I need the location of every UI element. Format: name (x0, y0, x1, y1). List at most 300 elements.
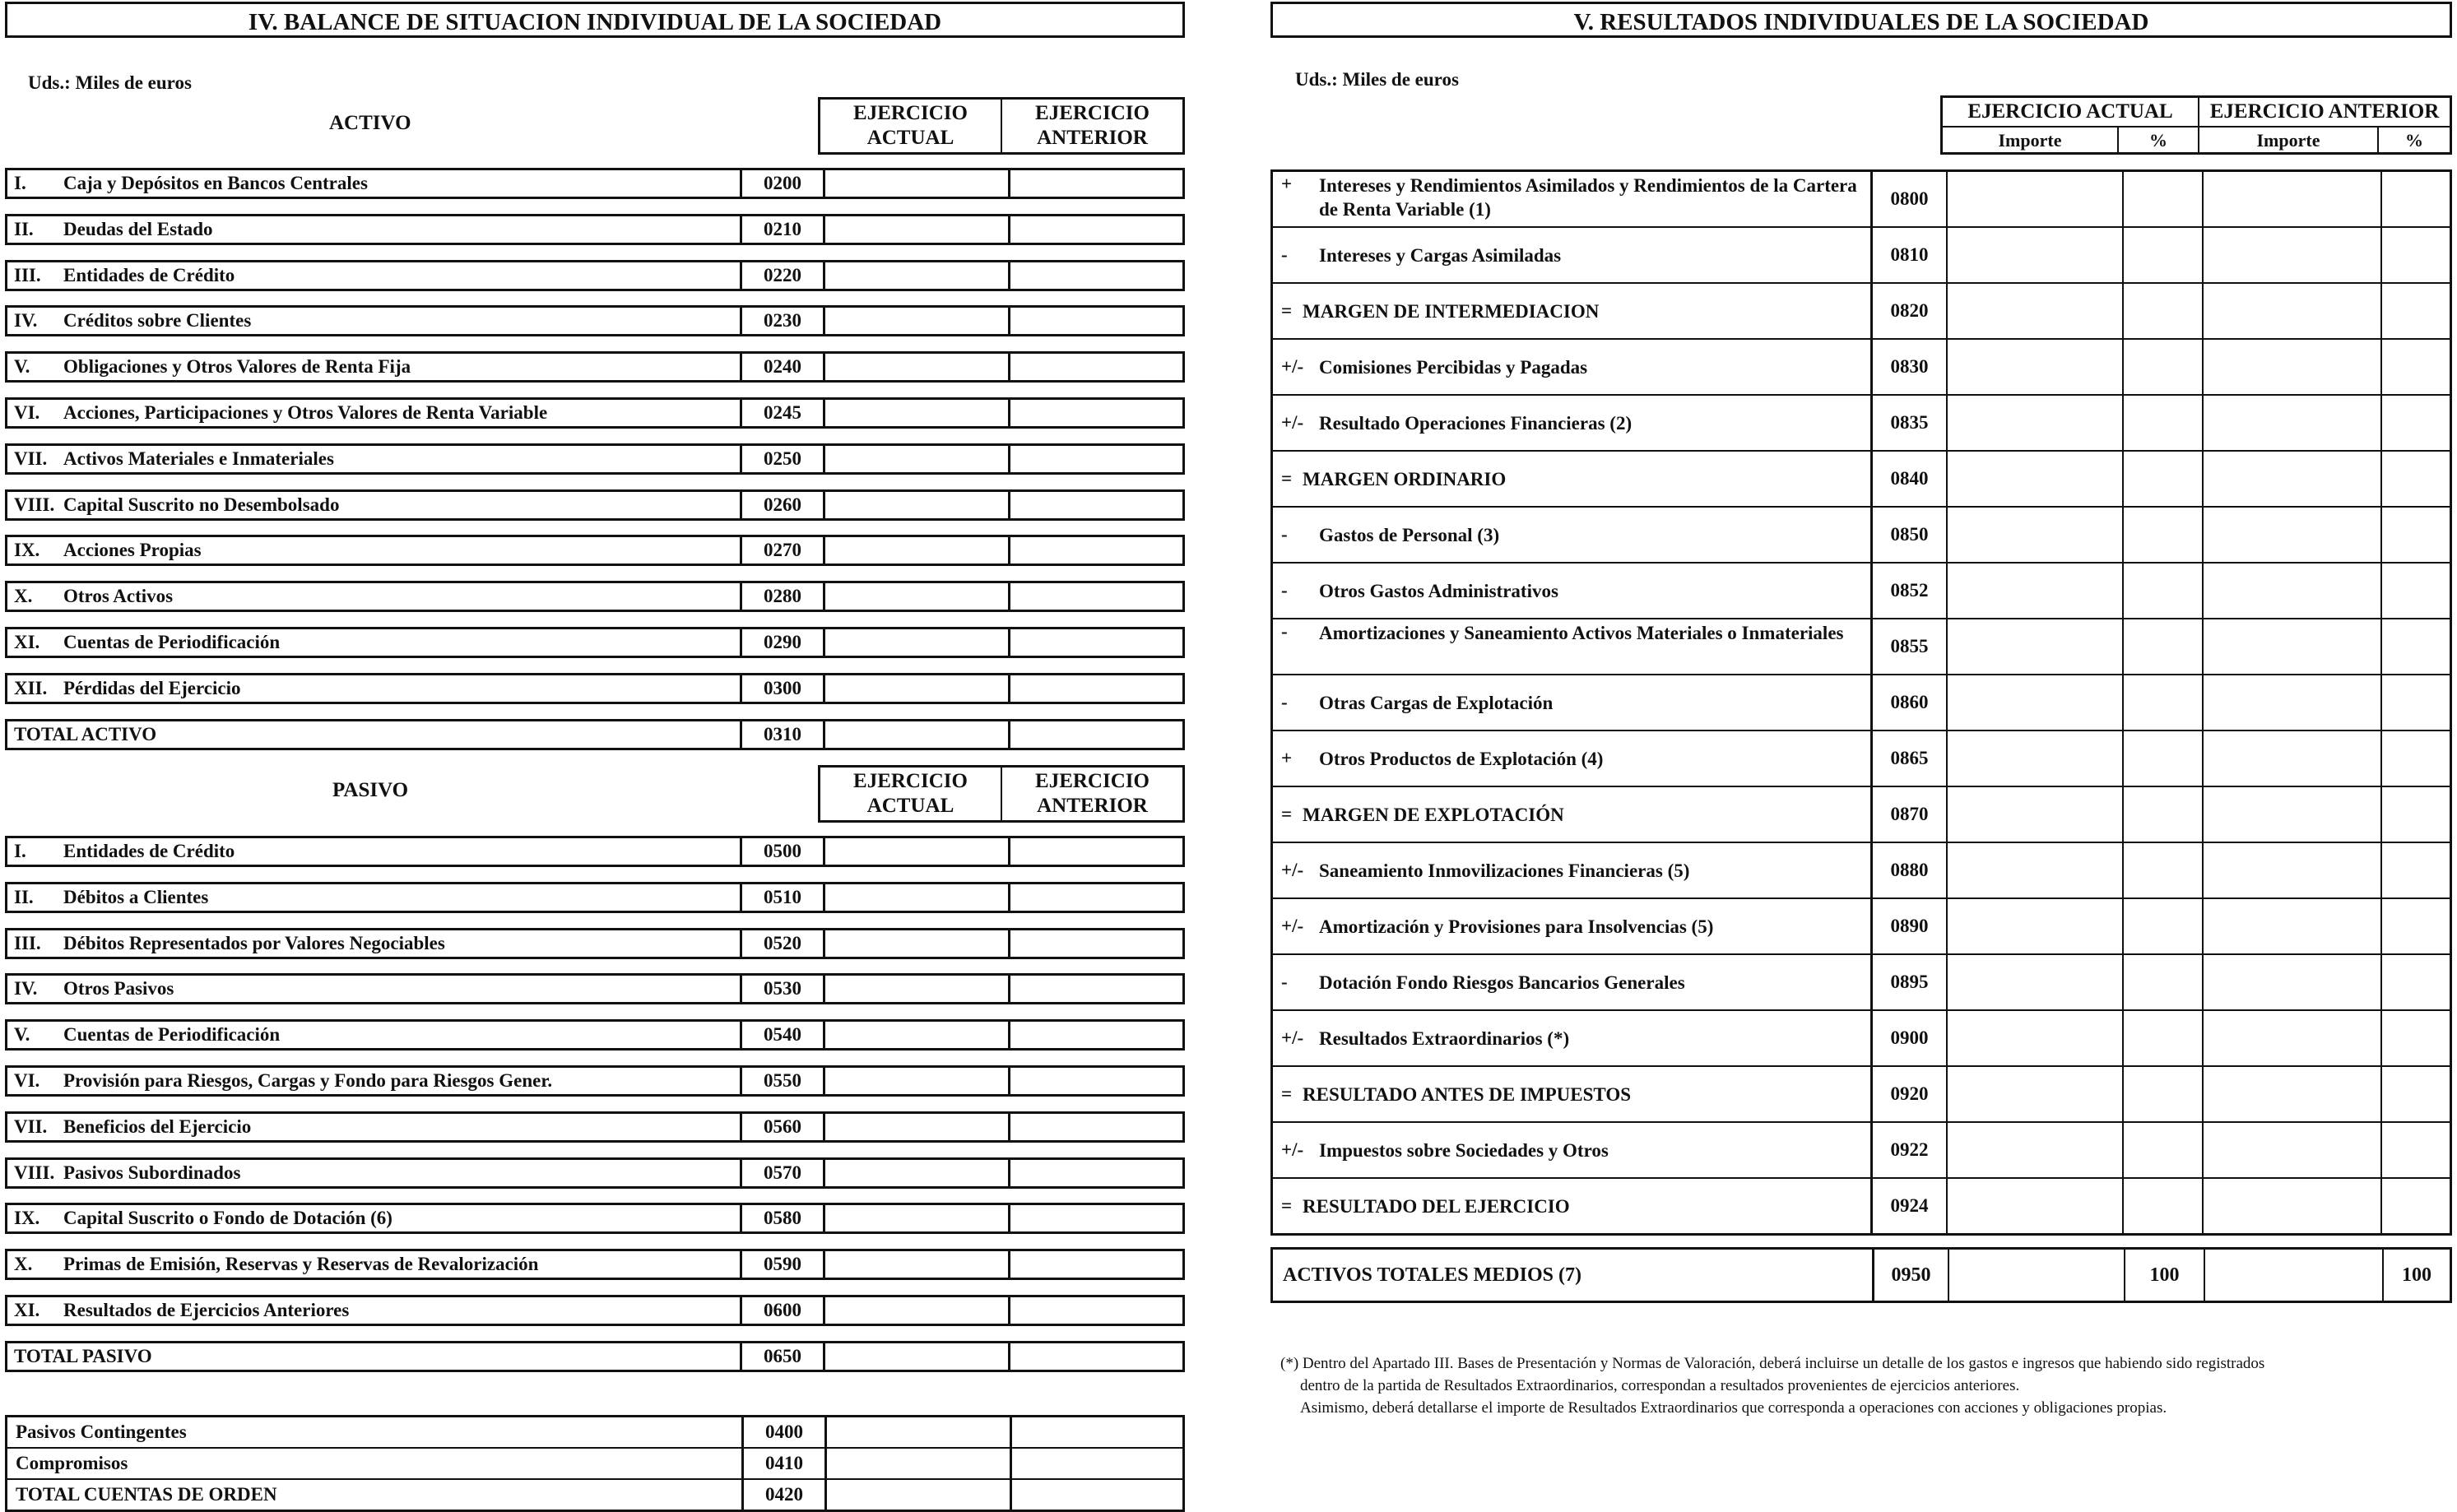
pct-anterior-cell[interactable] (2380, 843, 2450, 897)
balance-row (5, 305, 1185, 336)
ejercicio-anterior-cell[interactable] (1008, 1251, 1182, 1278)
pct-anterior-cell[interactable] (2380, 675, 2450, 730)
row-code: 0865 (1870, 731, 1946, 786)
ejercicio-actual-cell[interactable] (823, 1297, 1008, 1324)
pct-anterior-cell: 100 (2382, 1250, 2450, 1301)
pct-anterior-cell[interactable] (2380, 619, 2450, 674)
balance-row (5, 489, 1185, 521)
ejercicio-actual-cell[interactable] (823, 354, 1008, 380)
row-label: Amortización y Provisiones para Insolvencias (5) (1319, 916, 1714, 937)
ejercicio-anterior-cell[interactable] (1008, 583, 1182, 610)
resultados-row (1273, 1177, 2450, 1233)
row-label: Primas de Emisión, Reservas y Reservas de Revalorización (63, 1254, 539, 1275)
row-code: 0510 (740, 884, 823, 911)
row-number: II. (14, 886, 34, 907)
ejercicio-anterior-cell[interactable] (1008, 1114, 1182, 1140)
importe-anterior-cell[interactable] (2202, 228, 2380, 282)
pct-actual-cell[interactable] (2122, 1011, 2202, 1065)
importe-actual-cell[interactable] (1946, 787, 2122, 842)
col-anterior: EJERCICIO ANTERIOR (1001, 100, 1182, 152)
row-label: Impuestos sobre Sociedades y Otros (1319, 1139, 1609, 1161)
row-label: TOTAL PASIVO (14, 1346, 152, 1366)
ejercicio-anterior-cell[interactable] (1008, 1160, 1182, 1186)
row-code: 0900 (1870, 1011, 1946, 1065)
row-number: VI. (14, 1070, 40, 1091)
col-anterior: EJERCICIO ANTERIOR (1001, 768, 1182, 820)
row-number: XI. (14, 1300, 40, 1320)
ejercicio-actual-cell[interactable] (823, 537, 1008, 564)
row-label: Débitos a Clientes (63, 886, 209, 907)
ejercicio-actual-cell[interactable] (823, 1068, 1008, 1094)
pct-actual-cell[interactable] (2122, 1179, 2202, 1233)
ejercicio-anterior-cell[interactable] (1008, 838, 1182, 865)
ejercicio-anterior-cell[interactable] (1008, 216, 1182, 243)
row-number: II. (14, 218, 34, 239)
resultados-row (1273, 282, 2450, 338)
importe-actual-cell[interactable] (1946, 172, 2122, 226)
activo-column-header (818, 97, 1185, 155)
importe-anterior-cell[interactable] (2202, 396, 2380, 450)
row-label: MARGEN ORDINARIO (1303, 468, 1507, 489)
row-label: Comisiones Percibidas y Pagadas (1319, 356, 1588, 378)
ejercicio-anterior-cell[interactable] (1008, 629, 1182, 656)
importe-actual-cell[interactable] (1948, 1250, 2124, 1301)
ejercicio-anterior-cell[interactable] (1008, 1068, 1182, 1094)
pct-anterior-cell[interactable] (2380, 899, 2450, 953)
importe-actual-cell[interactable] (1946, 731, 2122, 786)
ejercicio-actual-cell[interactable] (823, 308, 1008, 334)
ejercicio-actual-cell[interactable] (823, 216, 1008, 243)
ejercicio-anterior-cell[interactable] (1008, 354, 1182, 380)
ejercicio-anterior-cell[interactable] (1008, 537, 1182, 564)
pct-anterior-cell[interactable] (2380, 731, 2450, 786)
ejercicio-anterior-cell[interactable] (1008, 1022, 1182, 1048)
importe-anterior-cell[interactable] (2202, 284, 2380, 338)
row-code: 0920 (1870, 1067, 1946, 1121)
footnote-line-1: (*) Dentro del Apartado III. Bases de Presentación y Normas de Valoración, deberá incluirse un detalle de los gastos e ingresos que habiendo sido registrados (1280, 1355, 2265, 1372)
importe-anterior-cell[interactable] (2202, 452, 2380, 506)
row-number: VII. (14, 448, 48, 469)
importe-actual-cell[interactable] (1946, 284, 2122, 338)
ejercicio-actual-cell[interactable] (824, 1417, 1010, 1447)
importe-actual-cell[interactable] (1946, 1067, 2122, 1121)
row-label: Acciones, Participaciones y Otros Valores de Renta Variable (63, 402, 548, 423)
row-code: 0924 (1870, 1179, 1946, 1233)
pct-actual-cell[interactable] (2122, 452, 2202, 506)
balance-units: Uds.: Miles de euros (28, 72, 192, 93)
row-code: 0870 (1870, 787, 1946, 842)
row-label: TOTAL ACTIVO (14, 724, 157, 744)
importe-actual-cell[interactable] (1946, 619, 2122, 674)
pct-anterior-cell[interactable] (2380, 228, 2450, 282)
ejercicio-actual-cell[interactable] (823, 1114, 1008, 1140)
ejercicio-actual-cell[interactable] (823, 930, 1008, 957)
balance-row (5, 1157, 1185, 1189)
pct-actual-cell[interactable] (2122, 228, 2202, 282)
row-number: XI. (14, 632, 40, 652)
resultados-row (1273, 226, 2450, 282)
pct-anterior-cell[interactable] (2380, 1123, 2450, 1177)
importe-actual-cell[interactable] (1946, 564, 2122, 618)
balance-row (5, 1203, 1185, 1234)
pct-anterior-cell[interactable] (2380, 172, 2450, 226)
resultados-row (1273, 394, 2450, 450)
balance-title: IV. BALANCE DE SITUACION INDIVIDUAL DE LA SOCIEDAD (5, 2, 1185, 38)
balance-row (5, 214, 1185, 245)
pct-actual-cell[interactable] (2122, 843, 2202, 897)
ejercicio-anterior-cell[interactable] (1008, 884, 1182, 911)
row-sign: = (1281, 804, 1293, 824)
row-code: 0830 (1870, 340, 1946, 394)
ejercicio-actual-cell[interactable] (823, 1022, 1008, 1048)
pct-actual-cell[interactable] (2122, 564, 2202, 618)
row-label: Intereses y Rendimientos Asimilados y Rendimientos de la Cartera de Renta Variable (1) (1319, 175, 1857, 220)
row-code: 0600 (740, 1297, 823, 1324)
importe-actual-cell[interactable] (1946, 340, 2122, 394)
row-number: VII. (14, 1115, 48, 1137)
pct-actual-cell[interactable] (2122, 787, 2202, 842)
importe-actual-cell[interactable] (1946, 1179, 2122, 1233)
pct-actual-cell[interactable] (2122, 899, 2202, 953)
pct-anterior-cell[interactable] (2380, 284, 2450, 338)
ejercicio-actual-cell[interactable] (823, 446, 1008, 472)
ejercicio-anterior-cell[interactable] (1008, 1343, 1182, 1370)
row-code: 0530 (740, 976, 823, 1002)
ejercicio-actual-cell[interactable] (823, 976, 1008, 1002)
pct-anterior-cell[interactable] (2380, 396, 2450, 450)
row-code: 0810 (1870, 228, 1946, 282)
ejercicio-actual-cell[interactable] (823, 884, 1008, 911)
ejercicio-actual-cell[interactable] (823, 1343, 1008, 1370)
balance-row (5, 627, 1185, 658)
importe-anterior-cell[interactable] (2202, 564, 2380, 618)
pct-actual-cell[interactable] (2122, 508, 2202, 562)
balance-row (5, 168, 1185, 199)
pct-anterior-cell[interactable] (2380, 340, 2450, 394)
resultados-table (1270, 169, 2452, 1236)
pct-actual-cell[interactable] (2122, 396, 2202, 450)
ejercicio-anterior-cell[interactable] (1008, 721, 1182, 748)
row-number: IV. (14, 310, 38, 332)
balance-row (5, 1111, 1185, 1143)
row-number: IX. (14, 540, 40, 561)
balance-row (5, 260, 1185, 291)
row-label: ACTIVOS TOTALES MEDIOS (7) (1283, 1264, 1581, 1286)
row-number: XII. (14, 677, 48, 698)
row-code: 0950 (1872, 1250, 1948, 1301)
row-sign: - (1281, 580, 1288, 601)
row-number: IV. (14, 978, 38, 999)
ejercicio-anterior-cell[interactable] (1010, 1480, 1182, 1510)
row-code: 0220 (740, 262, 823, 289)
footnote-line-3: Asimismo, deberá detallarse el importe de Resultados Extraordinarios que corresponda a operaciones con acciones y obligaciones propias. (1300, 1399, 2167, 1417)
row-label: Capital Suscrito no Desembolsado (63, 494, 340, 515)
row-label: Dotación Fondo Riesgos Bancarios Generales (1319, 972, 1685, 993)
row-sign: + (1281, 748, 1293, 768)
importe-anterior-cell[interactable] (2202, 843, 2380, 897)
row-label: Saneamiento Inmovilizaciones Financieras (5) (1319, 860, 1690, 881)
pct-anterior-cell[interactable] (2380, 955, 2450, 1009)
importe-actual-cell[interactable] (1946, 228, 2122, 282)
importe-anterior-cell[interactable] (2202, 508, 2380, 562)
importe-actual-cell[interactable] (1946, 1011, 2122, 1065)
ejercicio-anterior-cell[interactable] (1008, 170, 1182, 197)
ejercicio-actual-cell[interactable] (823, 583, 1008, 610)
row-label: Activos Materiales e Inmateriales (63, 448, 334, 469)
ejercicio-anterior-cell[interactable] (1008, 1205, 1182, 1231)
row-number: III. (14, 932, 41, 953)
row-sign: + (1281, 174, 1293, 194)
balance-row (5, 351, 1185, 383)
sub-importe-actual: Importe (1998, 130, 2062, 151)
row-label: Entidades de Crédito (63, 841, 235, 861)
row-code: 0210 (740, 216, 823, 243)
pct-actual-cell[interactable] (2122, 675, 2202, 730)
ejercicio-actual-cell[interactable] (823, 675, 1008, 702)
ejercicio-anterior-cell[interactable] (1008, 262, 1182, 289)
row-sign: = (1281, 1083, 1293, 1104)
balance-row (5, 1249, 1185, 1280)
row-label: Resultado Operaciones Financieras (2) (1319, 412, 1633, 434)
row-sign: +/- (1281, 1027, 1304, 1048)
row-label: RESULTADO DEL EJERCICIO (1303, 1195, 1570, 1217)
importe-anterior-cell[interactable] (2202, 1179, 2380, 1233)
row-label: Capital Suscrito o Fondo de Dotación (6) (63, 1208, 392, 1229)
row-sign: +/- (1281, 1139, 1304, 1160)
ejercicio-actual-cell[interactable] (823, 838, 1008, 865)
row-label: Caja y Depósitos en Bancos Centrales (63, 173, 368, 193)
row-label: TOTAL CUENTAS DE ORDEN (16, 1484, 277, 1505)
importe-anterior-cell[interactable] (2204, 1250, 2382, 1301)
row-sign: - (1281, 524, 1288, 545)
col-anterior: EJERCICIO ANTERIOR (2198, 98, 2450, 126)
importe-anterior-cell[interactable] (2202, 1123, 2380, 1177)
activo-label: ACTIVO (329, 112, 411, 134)
resultados-row (1273, 674, 2450, 730)
row-sign: - (1281, 621, 1288, 642)
ejercicio-actual-cell[interactable] (824, 1449, 1010, 1478)
row-number: VIII. (14, 494, 55, 515)
pct-actual-cell[interactable] (2122, 172, 2202, 226)
row-label: Acciones Propias (63, 540, 202, 561)
importe-anterior-cell[interactable] (2202, 955, 2380, 1009)
sub-pct-anterior: % (2377, 128, 2450, 154)
importe-actual-cell[interactable] (1946, 899, 2122, 953)
ejercicio-actual-cell[interactable] (823, 492, 1008, 518)
row-label: Pasivos Subordinados (63, 1162, 241, 1183)
row-code: 0890 (1870, 899, 1946, 953)
row-code: 0590 (740, 1251, 823, 1278)
balance-row (5, 1295, 1185, 1326)
row-label: MARGEN DE EXPLOTACIÓN (1303, 804, 1564, 825)
row-sign: - (1281, 692, 1288, 712)
ejercicio-anterior-cell[interactable] (1008, 675, 1182, 702)
ejercicio-anterior-cell[interactable] (1008, 308, 1182, 334)
row-number: IX. (14, 1208, 40, 1229)
row-sign: - (1281, 972, 1288, 992)
pct-anterior-cell[interactable] (2380, 787, 2450, 842)
importe-actual-cell[interactable] (1946, 955, 2122, 1009)
row-label: Amortizaciones y Saneamiento Activos Materiales o Inmateriales (1319, 623, 1844, 643)
row-number: X. (14, 1254, 33, 1275)
pct-actual-cell[interactable] (2122, 731, 2202, 786)
ejercicio-actual-cell[interactable] (823, 1251, 1008, 1278)
importe-actual-cell[interactable] (1946, 675, 2122, 730)
importe-actual-cell[interactable] (1946, 508, 2122, 562)
ejercicio-anterior-cell[interactable] (1010, 1449, 1182, 1478)
importe-anterior-cell[interactable] (2202, 787, 2380, 842)
row-sign: +/- (1281, 356, 1304, 377)
row-sign: +/- (1281, 860, 1304, 880)
pct-actual-cell[interactable] (2122, 284, 2202, 338)
row-label: Obligaciones y Otros Valores de Renta Fija (63, 356, 411, 378)
importe-anterior-cell[interactable] (2202, 1011, 2380, 1065)
resultados-row (1273, 618, 2450, 674)
pasivo-label: PASIVO (332, 779, 409, 801)
total-row (5, 1341, 1185, 1372)
pct-actual-cell: 100 (2124, 1250, 2204, 1301)
row-sign: +/- (1281, 916, 1304, 936)
row-label: RESULTADO ANTES DE IMPUESTOS (1303, 1083, 1632, 1105)
row-label: Entidades de Crédito (63, 264, 235, 285)
row-label: Otros Activos (63, 586, 174, 607)
row-label: MARGEN DE INTERMEDIACION (1303, 300, 1600, 322)
importe-actual-cell[interactable] (1946, 396, 2122, 450)
resultados-column-header (1940, 95, 2452, 155)
row-code: 0245 (740, 400, 823, 426)
balance-row (5, 1019, 1185, 1051)
pct-actual-cell[interactable] (2122, 1123, 2202, 1177)
importe-anterior-cell[interactable] (2202, 1067, 2380, 1121)
ejercicio-actual-cell[interactable] (823, 1205, 1008, 1231)
importe-anterior-cell[interactable] (2202, 172, 2380, 226)
row-sign: = (1281, 300, 1293, 321)
row-code: 0280 (740, 583, 823, 610)
balance-row (5, 443, 1185, 475)
balance-row (5, 1065, 1185, 1097)
ejercicio-actual-cell[interactable] (823, 721, 1008, 748)
col-actual: EJERCICIO ACTUAL (1967, 100, 2173, 123)
row-code: 0550 (740, 1068, 823, 1094)
pct-anterior-cell[interactable] (2380, 508, 2450, 562)
pasivo-column-header (818, 765, 1185, 823)
row-label: Débitos Representados por Valores Negociables (63, 932, 445, 953)
ejercicio-actual-cell[interactable] (823, 262, 1008, 289)
balance-row (5, 581, 1185, 612)
ejercicio-anterior-cell[interactable] (1008, 492, 1182, 518)
resultados-row (1273, 1121, 2450, 1177)
pct-anterior-cell[interactable] (2380, 564, 2450, 618)
ejercicio-actual-cell[interactable] (823, 1160, 1008, 1186)
row-number: VIII. (14, 1162, 55, 1183)
ejercicio-anterior-cell[interactable] (1008, 446, 1182, 472)
balance-row (5, 397, 1185, 429)
ejercicio-actual-cell[interactable] (824, 1480, 1010, 1510)
row-code: 0300 (740, 675, 823, 702)
importe-actual-cell[interactable] (1946, 843, 2122, 897)
balance-row (5, 836, 1185, 867)
importe-anterior-cell[interactable] (2202, 619, 2380, 674)
pct-anterior-cell[interactable] (2380, 452, 2450, 506)
ejercicio-anterior-cell[interactable] (1008, 1297, 1182, 1324)
ejercicio-actual-cell[interactable] (823, 400, 1008, 426)
row-code: 0270 (740, 537, 823, 564)
row-label: Otros Gastos Administrativos (1319, 580, 1558, 601)
row-code: 0895 (1870, 955, 1946, 1009)
row-label: Otras Cargas de Explotación (1319, 692, 1554, 713)
row-code: 0835 (1870, 396, 1946, 450)
cuentas-de-orden-table (5, 1415, 1185, 1512)
row-code: 0200 (740, 170, 823, 197)
importe-anterior-cell[interactable] (2202, 340, 2380, 394)
pct-anterior-cell[interactable] (2380, 1067, 2450, 1121)
ejercicio-anterior-cell[interactable] (1008, 930, 1182, 957)
pct-actual-cell[interactable] (2122, 340, 2202, 394)
row-label: Otros Productos de Explotación (4) (1319, 748, 1604, 769)
row-code: 0290 (740, 629, 823, 656)
col-actual: EJERCICIO ACTUAL (853, 770, 968, 817)
ejercicio-actual-cell[interactable] (823, 170, 1008, 197)
row-label: Compromisos (16, 1453, 128, 1473)
balance-row (5, 882, 1185, 913)
importe-actual-cell[interactable] (1946, 1123, 2122, 1177)
row-number: I. (14, 173, 26, 193)
importe-anterior-cell[interactable] (2202, 675, 2380, 730)
row-code: 0560 (740, 1114, 823, 1140)
row-label: Cuentas de Periodificación (63, 632, 281, 652)
ejercicio-actual-cell[interactable] (823, 629, 1008, 656)
row-code: 0852 (1870, 564, 1946, 618)
row-label: Resultados Extraordinarios (*) (1319, 1027, 1570, 1049)
ejercicio-anterior-cell[interactable] (1010, 1417, 1182, 1447)
balance-row (5, 973, 1185, 1004)
pct-actual-cell[interactable] (2122, 1067, 2202, 1121)
row-label: Deudas del Estado (63, 218, 213, 239)
orden-row (7, 1447, 1182, 1478)
importe-anterior-cell[interactable] (2202, 731, 2380, 786)
activos-totales-row (1270, 1247, 2452, 1303)
row-label: Créditos sobre Clientes (63, 310, 252, 332)
row-label: Cuentas de Periodificación (63, 1024, 281, 1046)
ejercicio-anterior-cell[interactable] (1008, 976, 1182, 1002)
row-code: 0580 (740, 1205, 823, 1231)
sub-pct-actual: % (2117, 128, 2198, 154)
row-code: 0570 (740, 1160, 823, 1186)
row-code: 0420 (741, 1480, 824, 1510)
balance-row (5, 535, 1185, 566)
pct-anterior-cell[interactable] (2380, 1011, 2450, 1065)
row-label: Otros Pasivos (63, 978, 174, 999)
row-code: 0260 (740, 492, 823, 518)
row-label: Beneficios del Ejercicio (63, 1115, 252, 1137)
balance-row (5, 673, 1185, 704)
pct-actual-cell[interactable] (2122, 619, 2202, 674)
sub-importe-anterior: Importe (2198, 128, 2377, 154)
pct-actual-cell[interactable] (2122, 955, 2202, 1009)
row-code: 0840 (1870, 452, 1946, 506)
row-code: 0820 (1870, 284, 1946, 338)
resultados-row (1273, 338, 2450, 394)
pct-anterior-cell[interactable] (2380, 1179, 2450, 1233)
row-code: 0240 (740, 354, 823, 380)
row-label: Intereses y Cargas Asimiladas (1319, 244, 1562, 266)
row-code: 0880 (1870, 843, 1946, 897)
row-label: Gastos de Personal (3) (1319, 524, 1500, 545)
ejercicio-anterior-cell[interactable] (1008, 400, 1182, 426)
importe-actual-cell[interactable] (1946, 452, 2122, 506)
orden-row (7, 1478, 1182, 1510)
importe-anterior-cell[interactable] (2202, 899, 2380, 953)
